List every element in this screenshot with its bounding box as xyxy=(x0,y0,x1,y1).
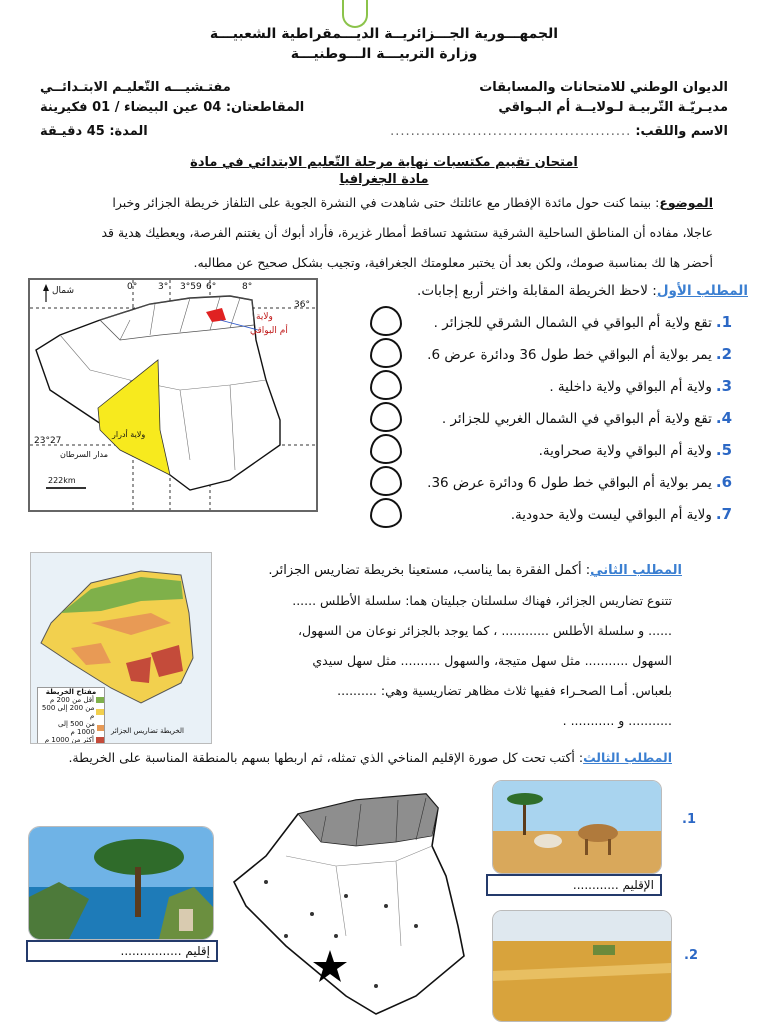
topic-paragraph xyxy=(13,188,713,278)
topic-label: الموضوع xyxy=(659,195,713,210)
question-number: 3. xyxy=(715,377,732,395)
legend-item xyxy=(38,704,104,720)
legend-item xyxy=(38,720,104,736)
part2-line2: ...... و سلسلة الأطلس ............ ، كما يوجد بالجزائر نوعان من السهول، xyxy=(297,623,672,638)
part1-questions xyxy=(412,306,732,530)
coast-photo xyxy=(28,826,214,940)
climate-answer-box-2[interactable]: إقليم ................ xyxy=(26,940,218,962)
part2-line1: تتنوع تضاريس الجزائر، فهناك سلسلتان جبليتان هما: سلسلة الأطلس ...... xyxy=(292,593,672,608)
question-number: 1. xyxy=(715,313,732,331)
part3-instruction: : أكتب تحت كل صورة الإقليم المناخي الذي تمثله، ثم اربطها بسهم بالمنطقة المناسبة على الخريطة. xyxy=(68,750,584,765)
directorate-name: مديـريّـة التّربيـة لـولايــة أم البـواقي xyxy=(498,100,728,115)
legend-swatch xyxy=(97,725,104,731)
legend-swatch xyxy=(96,709,104,715)
topic-line1: : بينما كنت حول مائدة الإفطار مع عائلتك حتى شاهدت في النشرة الجوية على التلفاز خريطة الجزائر وخبرا xyxy=(112,195,660,210)
topic-line2: عاجلا، مفاده أن المناطق الساحلية الشرقية ستشهد تساقط أمطار غزيرة، فأراد أبوك أن يغتنم الفرصة، ويعطيك هدية قد xyxy=(101,225,713,240)
legend-swatch xyxy=(96,737,104,743)
adrar-label: ولاية أدرار xyxy=(112,430,146,439)
part2-line5: ........... و ........... . xyxy=(562,713,672,728)
question-item xyxy=(412,370,732,402)
question-number: 4. xyxy=(715,409,732,427)
part3-label: المطلب الثالث xyxy=(583,750,672,765)
office-name: الديوان الوطني للامتحانات والمسابقات xyxy=(479,80,728,95)
location-map xyxy=(28,278,318,512)
part2-block xyxy=(222,556,682,586)
legend-label: من 200 إلى 500 م xyxy=(41,704,95,720)
republic-title: الجمهـــورية الجـــزائريــة الديـــمقراطية الشعبيـــة xyxy=(209,26,559,42)
part1-label: المطلب الأول xyxy=(656,283,748,299)
legend-item xyxy=(38,736,104,744)
answer-oval-7[interactable] xyxy=(370,498,402,528)
name-label: الاسم واللقب: xyxy=(635,124,728,139)
duration: المدة: 45 دقيـقة xyxy=(40,124,148,139)
answer-oval-5[interactable] xyxy=(370,434,402,464)
exam-subject: مادة الجغرافيا xyxy=(339,172,429,187)
lon359-label: 3°59 xyxy=(180,282,202,292)
answer-oval-6[interactable] xyxy=(370,466,402,496)
photo-number-2: .2 xyxy=(684,948,698,963)
exam-title: امتحان تقييم مكتسبات نهاية مرحلة التّعليم الابتدائي في مادة xyxy=(190,155,578,170)
ministry-title: وزارة التربيـــة الـــوطنيـــة xyxy=(290,46,478,62)
question-number: 2. xyxy=(715,345,732,363)
question-number: 5. xyxy=(715,441,732,459)
legend-label: أكثر من 1000 م xyxy=(44,736,94,744)
part2-line3: السهول ........... مثل سهل متيجة، والسهول .......... مثل سهل سيدي xyxy=(312,653,672,668)
wheat-photo xyxy=(492,910,672,1022)
question-text: ولاية أم البواقي ولاية داخلية . xyxy=(549,379,712,395)
relief-caption: الخريطة تضاريس الجزائر xyxy=(111,727,184,735)
tropic-label: مدار السرطان xyxy=(60,450,109,459)
answer-oval-3[interactable] xyxy=(370,370,402,400)
part2-label: المطلب الثاني xyxy=(590,563,682,578)
part1-instruction: : لاحظ الخريطة المقابلة واختر أربع إجابات. xyxy=(417,283,657,299)
climate-answer-box-1[interactable]: الإقليم ............ xyxy=(486,874,662,896)
lat2327-label: 23°27 xyxy=(34,436,62,446)
question-text: ولاية أم البواقي ليست ولاية حدودية. xyxy=(510,507,712,523)
logo-leaf-icon xyxy=(342,0,368,28)
relief-map xyxy=(30,552,212,744)
question-item xyxy=(412,498,732,530)
question-item xyxy=(412,434,732,466)
question-item xyxy=(412,306,732,338)
question-item xyxy=(412,466,732,498)
districts: المقاطعتان: 04 عين البيضاء / 01 فكيرينة xyxy=(40,100,305,115)
question-text: تقع ولاية أم البواقي في الشمال الغربي للجزائر . xyxy=(441,411,712,427)
legend-label: أقل من 200 م xyxy=(49,696,94,704)
answer-oval-4[interactable] xyxy=(370,402,402,432)
question-text: ولاية أم البواقي ولاية صحراوية. xyxy=(538,443,712,459)
question-number: 7. xyxy=(715,505,732,523)
lon3-label: 3° xyxy=(158,282,169,292)
climate-map xyxy=(226,786,488,1020)
question-text: يمر بولاية أم البواقي خط طول 36 ودائرة عرض 6. xyxy=(427,347,712,363)
part2-line4: بلعباس. أمـا الصحـراء ففيها ثلاث مظاهر تضاريسية وهي: .......... xyxy=(337,683,672,698)
legend-swatch xyxy=(96,697,104,703)
question-text: تقع ولاية أم البواقي في الشمال الشرقي للجزائر . xyxy=(433,315,712,331)
relief-legend xyxy=(37,687,105,744)
answer-oval-2[interactable] xyxy=(370,338,402,368)
legend-item xyxy=(38,696,104,704)
umm-wilaya-label: ولاية xyxy=(256,312,273,322)
lon6-label: 6° xyxy=(206,282,217,292)
topic-line3: أحضر ها لك بمناسبة صومك، ولكن بعد أن يختبر معلومتك الجغرافية، وتجيب بشكل صحيح عن مطالبه. xyxy=(193,255,713,270)
lat36-label: 36° xyxy=(294,300,310,310)
inspection-name: مفتـشيـــه التّعليـم الابتـدائــي xyxy=(40,80,231,95)
answer-oval-1[interactable] xyxy=(370,306,402,336)
question-number: 6. xyxy=(715,473,732,491)
photo-number-1: .1 xyxy=(682,812,696,827)
lon8-label: 8° xyxy=(242,282,253,292)
part3-heading xyxy=(12,750,672,765)
north-label: شمال xyxy=(52,286,75,296)
legend-label: من 500 إلى 1000 م xyxy=(58,720,95,736)
name-field[interactable] xyxy=(390,124,728,139)
scale-label: 222km xyxy=(48,476,76,485)
lon0-label: 0° xyxy=(127,282,138,292)
question-item xyxy=(412,338,732,370)
algeria-climate-map xyxy=(226,786,488,1020)
part2-paragraph[interactable] xyxy=(212,586,672,736)
question-item xyxy=(412,402,732,434)
desert-photo xyxy=(492,780,662,874)
question-text: يمر بولاية أم البواقي خط طول 6 ودائرة عرض 36. xyxy=(427,475,712,491)
name-dots: ............................................... xyxy=(390,124,632,139)
part2-instruction: : أكمل الفقرة بما يناسب، مستعينا بخريطة تضاريس الجزائر. xyxy=(268,563,591,578)
umm-label: أم البواقي xyxy=(250,326,288,336)
part1-heading xyxy=(417,283,748,299)
legend-title: مفتاح الخريطة xyxy=(45,688,97,696)
